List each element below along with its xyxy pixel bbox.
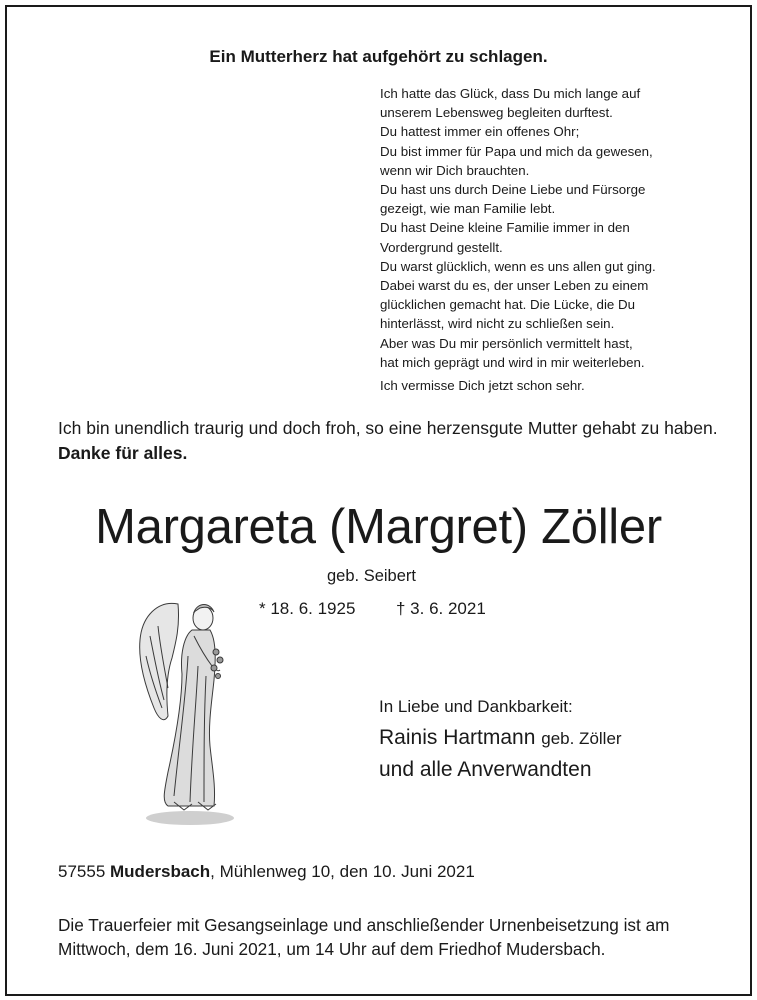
poem-line: hat mich geprägt und wird in mir weiterleben. — [380, 354, 645, 370]
poem-line: Dabei warst du es, der unser Leben zu einem — [380, 278, 649, 294]
address-rest: , Mühlenweg 10, den 10. Juni 2021 — [210, 862, 475, 881]
intro-text: Ich bin unendlich traurig und doch froh, so eine herzensgute Mutter gehabt zu haben. — [58, 418, 718, 438]
birth-date: * 18. 6. 1925 — [259, 599, 356, 618]
poem-closing: Ich vermisse Dich jetzt schon sehr. — [380, 378, 585, 394]
intro-thanks: Danke für alles. — [58, 443, 188, 463]
death-date: † 3. 6. 2021 — [396, 599, 486, 618]
mourners-others: und alle Anverwandten — [379, 758, 592, 781]
funeral-details: Die Trauerfeier mit Gesangseinlage und anschließender Urnenbeisetzung ist am Mittwoch, dem 16. Juni 2021, um 14 Uhr auf dem Friedhof Mudersbach. — [58, 915, 670, 959]
mourner-name-note: geb. Zöller — [541, 729, 622, 748]
postcode: 57555 — [58, 862, 106, 881]
mourners-intro: In Liebe und Dankbarkeit: — [379, 697, 573, 716]
poem-line: Aber was Du mir persönlich vermittelt hast, — [380, 335, 633, 351]
deceased-name: Margareta (Margret) Zöller — [95, 500, 662, 554]
headline: Ein Mutterherz hat aufgehört zu schlagen. — [209, 47, 548, 66]
poem-line: glücklichen gemacht hat. Die Lücke, die Du — [380, 297, 635, 313]
poem-line: Ich hatte das Glück, dass Du mich lange auf — [380, 86, 641, 101]
poem-line: Vordergrund gestellt. — [380, 239, 503, 255]
maiden-name: geb. Seibert — [327, 567, 416, 585]
poem-line: Du hast uns durch Deine Liebe und Fürsorge — [380, 182, 646, 198]
poem-line: gezeigt, wie man Familie lebt. — [380, 201, 556, 217]
poem-line: unserem Lebensweg begleiten durftest. — [380, 105, 613, 121]
city: Mudersbach — [110, 862, 211, 881]
mourner-primary — [379, 726, 622, 750]
poem-line: Du hattest immer ein offenes Ohr; — [380, 124, 580, 140]
address-line — [58, 862, 475, 882]
poem-line: Du warst glücklich, wenn es uns allen gut ging. — [380, 258, 656, 274]
angel-statue-icon — [128, 596, 234, 832]
poem-line: wenn wir Dich brauchten. — [380, 162, 530, 178]
mourner-name: Rainis Hartmann — [379, 726, 536, 749]
poem-line: Du bist immer für Papa und mich da gewesen, — [380, 143, 653, 159]
poem-line: Du hast Deine kleine Familie immer in den — [380, 220, 630, 236]
poem-line: hinterlässt, wird nicht zu schließen sein. — [380, 316, 615, 332]
intro-paragraph — [58, 416, 718, 466]
poem — [380, 84, 720, 395]
